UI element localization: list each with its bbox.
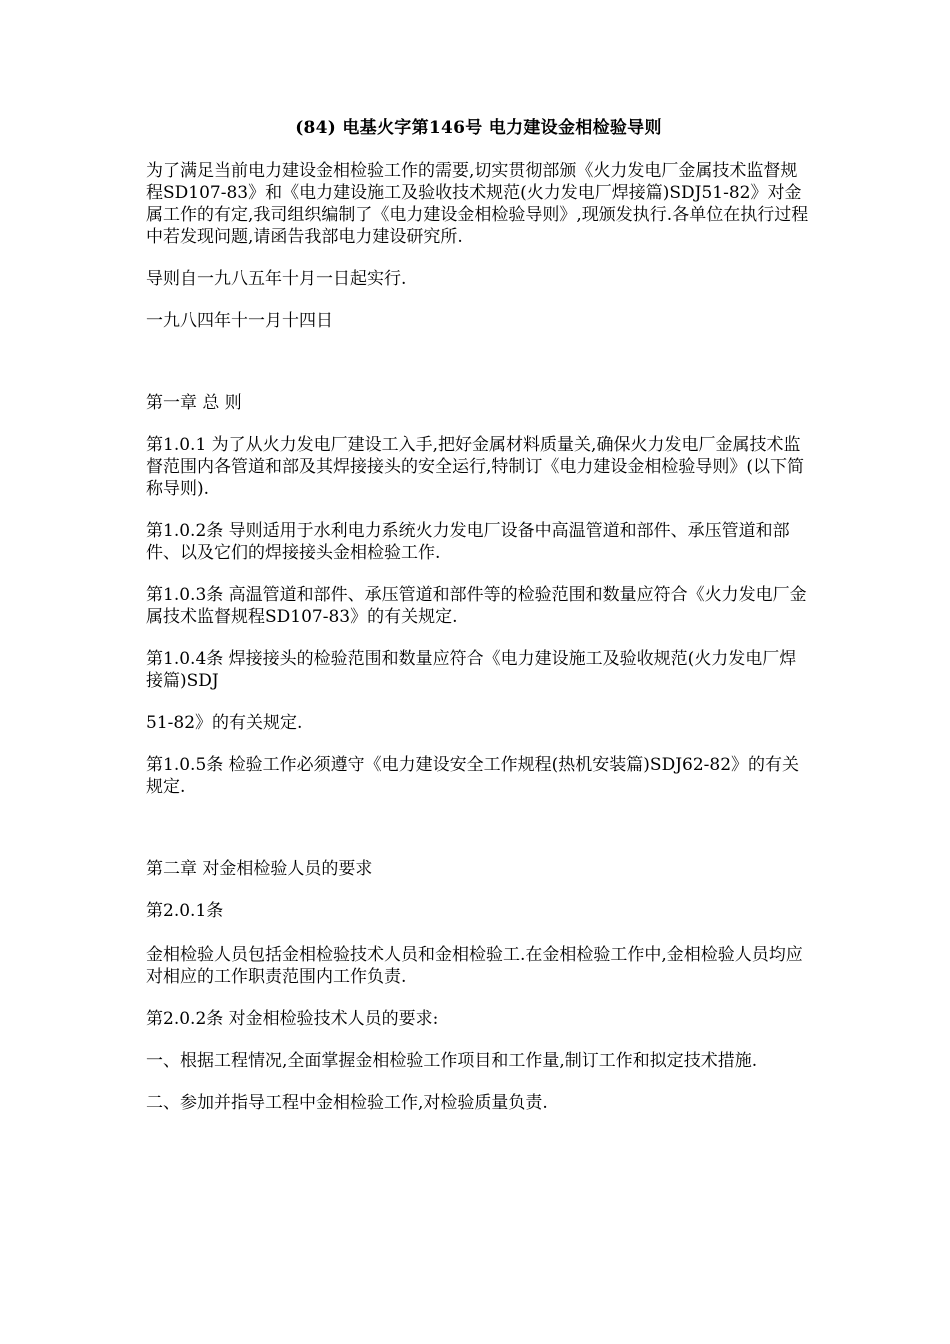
intro-paragraph: 为了满足当前电力建设金相检验工作的需要,切实贯彻部颁《火力发电厂金属技术监督规程SD107-83》和《电力建设施工及验收技术规范(火力发电厂焊接篇)SDJ51-82》对金属工作的有定,我司组织编制了《电力建设金相检验导则》,现颁发执行.各单位在执行过程中若发现问题,请函告我部电力建设研究所. (146, 161, 809, 247)
article-2-0-1: 第2.0.1条 (146, 901, 224, 921)
document-page (146, 116, 811, 1114)
chapter-1-heading: 第一章 总 则 (146, 393, 242, 413)
article-2-0-2: 第2.0.2条 对金相检验技术人员的要求: (146, 1009, 439, 1029)
document-title: (84) 电基火字第146号 电力建设金相检验导则 (295, 118, 662, 138)
article-1-0-3: 第1.0.3条 高温管道和部件、承压管道和部件等的检验范围和数量应符合《火力发电厂金属技术监督规程SD107-83》的有关规定. (146, 585, 807, 627)
list-item-1: 一、根据工程情况,全面掌握金相检验工作项目和工作量,制订工作和拟定技术措施. (146, 1051, 758, 1071)
article-1-0-5: 第1.0.5条 检验工作必须遵守《电力建设安全工作规程(热机安装篇)SDJ62-82》的有关规定. (146, 755, 800, 797)
article-2-0-1-text: 金相检验人员包括金相检验技术人员和金相检验工.在金相检验工作中,金相检验人员均应对相应的工作职责范围内工作负责. (146, 945, 803, 987)
article-1-0-1: 第1.0.1 为了从火力发电厂建设工入手,把好金属材料质量关,确保火力发电厂金属技术监督范围内各管道和部及其焊接接头的安全运行,特制订《电力建设金相检验导则》(以下简称导则). (146, 435, 805, 499)
issue-date: 一九八四年十一月十四日 (146, 311, 333, 331)
chapter-2-heading: 第二章 对金相检验人员的要求 (146, 859, 373, 879)
list-item-2: 二、参加并指导工程中金相检验工作,对检验质量负责. (146, 1093, 548, 1113)
article-1-0-2: 第1.0.2条 导则适用于水利电力系统火力发电厂设备中高温管道和部件、承压管道和部件、以及它们的焊接接头金相检验工作. (146, 521, 790, 563)
article-1-0-4: 第1.0.4条 焊接接头的检验范围和数量应符合《电力建设施工及验收规范(火力发电厂焊接篇)SDJ (146, 649, 797, 691)
article-1-0-4-continued: 51-82》的有关规定. (146, 713, 303, 733)
effective-date-paragraph: 导则自一九八五年十月一日起实行. (146, 269, 407, 289)
